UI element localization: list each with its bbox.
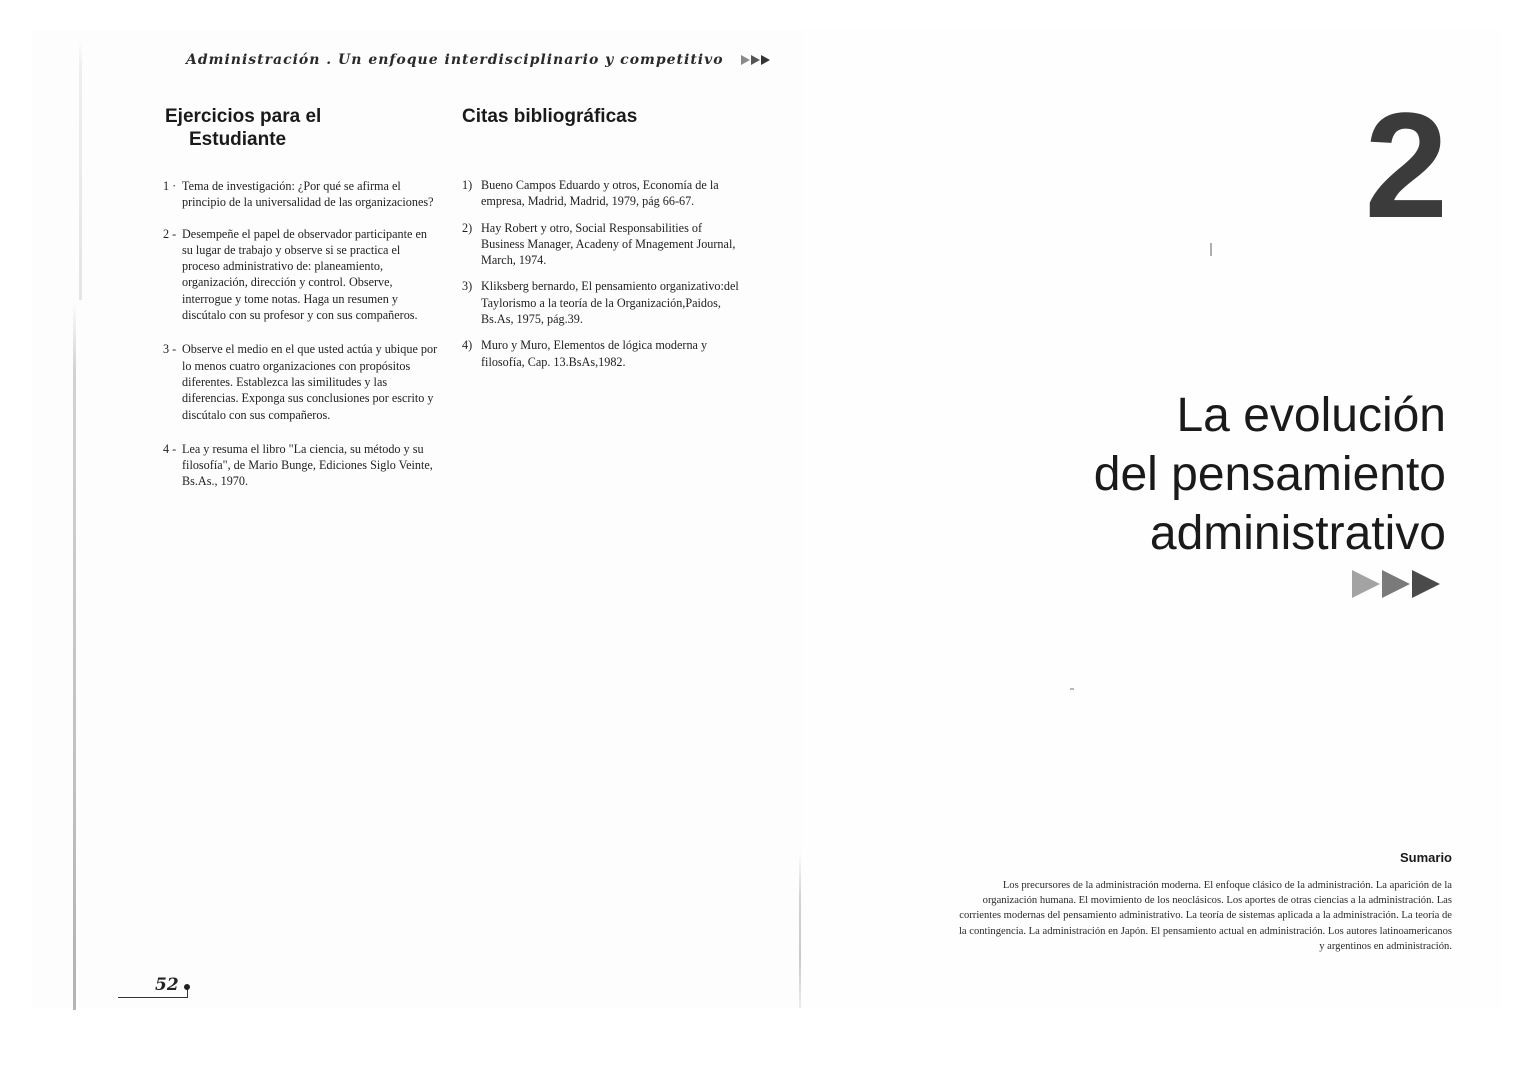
exercises-heading-line2: Estudiante bbox=[189, 129, 287, 150]
citation-text: Muro y Muro, Elementos de lógica moderna y filosofía, Cap. 13.BsAs,1982. bbox=[481, 338, 708, 369]
exercise-text: Tema de investigación: ¿Por qué se afirma el principio de la universalidad de las organizaciones? bbox=[182, 179, 434, 210]
citations-list bbox=[462, 177, 747, 380]
summary-heading: Sumario bbox=[1399, 850, 1452, 865]
chapter-title-line: La evolución bbox=[1176, 389, 1446, 442]
citation-number: 2) bbox=[462, 220, 473, 235]
scan-artifact bbox=[1210, 243, 1212, 256]
triple-arrow-icon bbox=[741, 55, 770, 65]
citation-number: 1) bbox=[462, 178, 473, 192]
page-number-rule bbox=[118, 997, 188, 998]
exercise-item bbox=[163, 226, 438, 324]
chapter-title bbox=[1094, 386, 1446, 563]
triple-arrow-icon bbox=[1352, 570, 1440, 598]
exercise-item bbox=[163, 441, 438, 490]
exercise-text: Lea y resuma el libro "La ciencia, su método y su filosofía", de Mario Bunge, Ediciones Siglo Veinte, Bs.As., 1970. bbox=[182, 441, 433, 489]
exercises-heading bbox=[165, 105, 321, 151]
binding-shadow bbox=[73, 300, 76, 1010]
chapter-number: 2 bbox=[1364, 81, 1444, 249]
citation-item bbox=[462, 220, 747, 269]
citation-text: Hay Robert y otro, Social Responsabilities of Business Manager, Acadeny of Mnagement Journal, March, 1974. bbox=[481, 220, 736, 268]
citation-item bbox=[462, 177, 747, 210]
page-number: 52 bbox=[155, 975, 179, 995]
citation-number: 4) bbox=[462, 338, 473, 353]
running-header bbox=[186, 52, 770, 68]
running-header-text: Administración . Un enfoque interdisciplinario y competitivo bbox=[186, 52, 724, 68]
gutter-divider bbox=[799, 850, 801, 1008]
citation-number: 3) bbox=[462, 279, 473, 294]
chapter-title-line: del pensamiento bbox=[1093, 448, 1446, 501]
exercises-list bbox=[163, 178, 438, 505]
exercises-heading-line1: Ejercicios para el bbox=[165, 106, 322, 127]
page-number-bullet-icon bbox=[184, 984, 190, 990]
exercise-number: 4 - bbox=[163, 441, 177, 456]
citation-item bbox=[462, 278, 747, 327]
exercise-item bbox=[163, 178, 438, 211]
exercise-text: Desempeñe el papel de observador participante en su lugar de trabajo y observe si se practica el proceso administrativo de: planeamiento, organización, dirección y control. Observe, interrogue y tome notas. Haga un resumen y discútalo con su profesor y con sus compañeros. bbox=[182, 226, 427, 323]
exercise-number: 1 · bbox=[163, 179, 177, 193]
exercise-number: 2 - bbox=[163, 226, 177, 241]
scan-artifact bbox=[1070, 688, 1074, 690]
citation-text: Bueno Campos Eduardo y otros, Economía de la empresa, Madrid, Madrid, 1979, pág 66-67. bbox=[481, 178, 719, 209]
exercise-text: Observe el medio en el que usted actúa y ubique por lo menos cuatro organizaciones con propósitos diferentes. Establezca las similitudes y las diferencias. Exponga sus conclusiones por escrito y discútalo con sus compañeros. bbox=[182, 342, 438, 422]
binding-shadow-upper bbox=[79, 40, 82, 300]
citation-text: Kliksberg bernardo, El pensamiento organizativo:del Taylorismo a la teoría de la Organización,Paidos, Bs.As, 1975, pág.39. bbox=[481, 279, 739, 327]
summary-text: Los precursores de la administración moderna. El enfoque clásico de la administración. La aparición de la organización humana. El movimiento de los neoclásicos. Los aportes de otras ciencias a la administración. Las corrientes modernas del pensamiento administrativo. La teoría de sistemas aplicada a la administración. La teoría de la contingencia. La administración en Japón. El pensamiento actual en administración. Los autores latinoamericanos y argentinos en administración. bbox=[958, 880, 1452, 952]
citations-heading: Citas bibliográficas bbox=[462, 106, 638, 127]
citation-item bbox=[462, 337, 747, 370]
chapter-title-line: administrativo bbox=[1149, 507, 1446, 560]
exercise-item bbox=[163, 341, 438, 422]
exercise-number: 3 - bbox=[163, 342, 177, 357]
